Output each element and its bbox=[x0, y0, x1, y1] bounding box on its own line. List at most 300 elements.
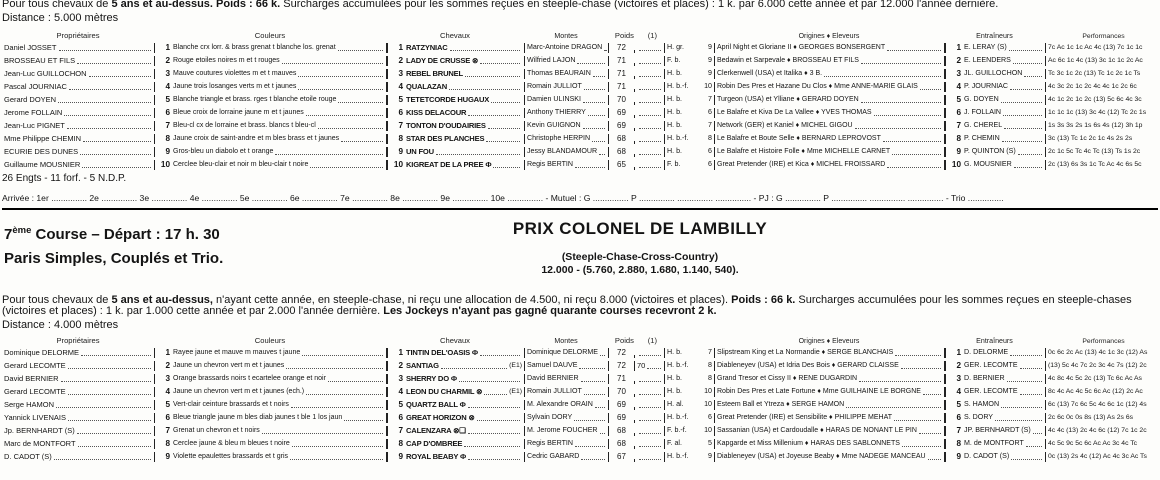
dotted-leader bbox=[464, 446, 520, 447]
origins-breeder: Esteem Ball et Ytreza ♦ SERGE HAMON bbox=[717, 400, 845, 408]
trainer-cell bbox=[944, 69, 1045, 79]
dotted-leader bbox=[919, 433, 941, 434]
dotted-leader bbox=[861, 63, 941, 64]
performance-cell: 4c 8c 4c 5c 2c (13) Tc 6c Ac As bbox=[1045, 374, 1160, 384]
weight2-cell bbox=[634, 128, 664, 131]
table-row bbox=[2, 436, 1158, 449]
trainer-name: P. CHEMIN bbox=[964, 133, 1000, 142]
age: 10 bbox=[704, 386, 712, 395]
sex-coat: H. al. bbox=[667, 399, 684, 408]
horse-number: 5 bbox=[398, 94, 403, 104]
age: 7 bbox=[708, 94, 712, 103]
dotted-leader bbox=[302, 355, 383, 356]
weight-cell: 72 bbox=[608, 361, 634, 371]
weight-cell: 69 bbox=[608, 108, 634, 118]
race2-table-header bbox=[2, 333, 1158, 345]
trainer-name: P. JOURNIAC bbox=[964, 81, 1009, 90]
horse-cell bbox=[386, 43, 524, 53]
dotted-leader bbox=[639, 446, 661, 447]
trainer-name: D. CADOT (S) bbox=[964, 451, 1010, 460]
horse-name: GREAT HORIZON ⊗ bbox=[406, 412, 475, 422]
column-header-colors: Couleurs bbox=[254, 30, 286, 40]
dotted-leader bbox=[639, 407, 661, 408]
trainer-name: S. HAMON bbox=[964, 399, 1000, 408]
trainer-cell bbox=[944, 160, 1045, 170]
origins-cell bbox=[714, 387, 944, 397]
dotted-leader bbox=[581, 381, 605, 382]
sex-age-cell bbox=[664, 452, 714, 462]
column-header-origins: Origines ♦ Eleveurs bbox=[798, 32, 860, 40]
silks-description: Orange brassards noirs t ecartelee orange et noir bbox=[173, 374, 326, 382]
performance-cell: 8c 4c Ac 4c 5c 6c Ac (12) 2c Ac bbox=[1045, 387, 1160, 397]
trainer-name: JP. BERNHARDT (S) bbox=[964, 425, 1031, 434]
dotted-leader bbox=[1001, 102, 1042, 103]
age: 9 bbox=[708, 42, 712, 51]
trainer-number: 9 bbox=[956, 451, 961, 461]
age: 6 bbox=[708, 146, 712, 155]
origins-cell bbox=[714, 56, 944, 66]
dotted-leader bbox=[639, 167, 661, 168]
performance-cell: 6c (13) 7c 6c 5c 4c 6c 1c (12) 4s bbox=[1045, 400, 1160, 410]
trainer-cell bbox=[944, 439, 1045, 449]
owner-cell bbox=[2, 134, 154, 144]
age: 6 bbox=[708, 159, 712, 168]
dotted-leader bbox=[639, 459, 661, 460]
silks-description: Gros-bleu un diabolo et t orange bbox=[173, 147, 274, 155]
sex-coat: H. b. bbox=[667, 347, 682, 356]
owner-name: Gerard LECOMTE bbox=[4, 360, 66, 370]
sex-age-cell bbox=[664, 387, 714, 397]
dotted-leader bbox=[89, 76, 151, 77]
dotted-leader bbox=[275, 154, 383, 155]
horse-number: 4 bbox=[398, 81, 403, 91]
dotted-leader bbox=[282, 63, 383, 64]
performance-cell: 0c (13) 2s 4c (12) Ac 4c 3c Ac Ts bbox=[1045, 452, 1160, 462]
origins-cell bbox=[714, 160, 944, 170]
dotted-leader bbox=[59, 50, 151, 51]
performance-cell: 0c 6c 2c Ac (13) 4c 1c 3c (12) As bbox=[1045, 348, 1160, 358]
performance-cell: 2c 1c 5c Tc 4c Tc (13) Ts 1s 2c bbox=[1045, 147, 1160, 157]
sex-coat: H. b. bbox=[667, 107, 682, 116]
dotted-leader bbox=[292, 446, 383, 447]
silks-description: Blanche crx lorr. & brass grenat t blanche los. grenat bbox=[173, 43, 336, 51]
dotted-leader bbox=[1026, 446, 1042, 447]
trainer-number: 5 bbox=[956, 94, 961, 104]
dotted-leader bbox=[77, 433, 151, 434]
dotted-leader bbox=[493, 167, 520, 168]
trainer-number: 8 bbox=[956, 133, 961, 143]
jockey-cell bbox=[524, 95, 608, 105]
race1-table-header bbox=[2, 28, 1158, 40]
jockey-name: Dominique DELORME bbox=[527, 347, 598, 356]
race2-prize-block bbox=[122, 219, 1158, 276]
trainer-cell bbox=[944, 95, 1045, 105]
trainer-cell bbox=[944, 374, 1045, 384]
jockey-name: Wilfried LAJON bbox=[527, 55, 576, 64]
column-header-colors: Couleurs bbox=[254, 335, 286, 345]
sex-age-cell bbox=[664, 348, 714, 358]
table-row bbox=[2, 118, 1158, 131]
silks-description: Jaune trois losanges verts m et t jaunes bbox=[173, 82, 297, 90]
colors-cell bbox=[154, 348, 386, 358]
owner-name: Jean-Luc GUILLOCHON bbox=[4, 68, 87, 78]
race2-prize-title: PRIX COLONEL DE LAMBILLY bbox=[512, 218, 768, 238]
colors-cell bbox=[154, 121, 386, 131]
horse-name: REBEL BRUNEL bbox=[406, 68, 463, 78]
performance-cell: 7c Ac 1c 1c Ac 4c (13) 7c 1c 1c bbox=[1045, 43, 1160, 53]
runner-number: 3 bbox=[165, 68, 170, 78]
silks-description: Rouge etoiles noires m et t rouges bbox=[173, 56, 280, 64]
race2-conditions bbox=[2, 295, 1158, 318]
origins-cell bbox=[714, 69, 944, 79]
dotted-leader bbox=[855, 128, 941, 129]
weight-note: (1) bbox=[647, 30, 658, 40]
trainer-number: 7 bbox=[956, 120, 961, 130]
origins-breeder: Bedawin et Sarpevale ♦ BROSSEAU ET FILS bbox=[717, 56, 859, 64]
weight-cell: 70 bbox=[608, 95, 634, 105]
dotted-leader bbox=[1024, 76, 1042, 77]
origins-breeder: Clerkenwell (USA) et Italika ♦ 3 B. bbox=[717, 69, 823, 77]
weight-cell: 68 bbox=[608, 134, 634, 144]
jockey-name: David BERNIER bbox=[527, 373, 579, 382]
trainer-cell bbox=[944, 43, 1045, 53]
owner-cell bbox=[2, 69, 154, 79]
race2-bet-types: Paris Simples, Couplés et Trio. bbox=[4, 249, 224, 267]
horse-name: TONTON D'OUDAIRIES bbox=[406, 120, 486, 130]
weight2-cell bbox=[634, 50, 664, 53]
horse-name: RATZYNIAC bbox=[406, 42, 448, 52]
origins-breeder: Robin Des Pres et Hazane Du Clos ♦ Mme ANNE-MARIE GLAIS bbox=[717, 82, 918, 90]
runner-number: 6 bbox=[165, 412, 170, 422]
owner-name: BROSSEAU ET FILS bbox=[4, 55, 76, 65]
table-row bbox=[2, 92, 1158, 105]
table-row bbox=[2, 371, 1158, 384]
dotted-leader bbox=[892, 154, 941, 155]
sex-age-cell bbox=[664, 108, 714, 118]
sex-coat: H. b. bbox=[667, 94, 682, 103]
horse-cell bbox=[386, 95, 524, 105]
runner-number: 2 bbox=[165, 55, 170, 65]
trainer-name: JL. GUILLOCHON bbox=[964, 68, 1023, 77]
horse-name: KIGREAT DE LA PREE Φ bbox=[406, 159, 492, 169]
horse-cell bbox=[386, 56, 524, 66]
jockey-name: Jessy BLANDAMOUR bbox=[527, 146, 598, 155]
horse-number: 8 bbox=[398, 133, 403, 143]
jockey-name: Anthony THIERRY bbox=[527, 107, 586, 116]
jockey-name: M. Alexandre ORAIN bbox=[527, 399, 593, 408]
dotted-leader bbox=[639, 102, 661, 103]
dotted-leader bbox=[923, 394, 941, 395]
weight2-cell bbox=[634, 154, 664, 157]
origins-cell bbox=[714, 413, 944, 423]
weight2-cell bbox=[634, 63, 664, 66]
silks-description: Jaune un chevron vert m et t jaunes bbox=[173, 361, 285, 369]
jockey-cell bbox=[524, 43, 608, 53]
dotted-leader bbox=[600, 355, 605, 356]
jockey-name: Thomas BEAURAIN bbox=[527, 68, 591, 77]
horse-cell bbox=[386, 374, 524, 384]
horse-name: QUARTZ BALL Φ bbox=[406, 399, 466, 409]
race1-conditions-bold: 5 ans et au-dessus. Poids : 66 k. bbox=[111, 0, 281, 10]
silks-description: Violette epaulettes brassards et t gris bbox=[173, 452, 289, 460]
jockey-cell bbox=[524, 147, 608, 157]
jockey-cell bbox=[524, 374, 608, 384]
horse-name: LEON DU CHARMIL ⊗ bbox=[406, 386, 483, 396]
sex-coat: H. b. bbox=[667, 68, 682, 77]
weight-cell: 69 bbox=[608, 400, 634, 410]
dotted-leader bbox=[449, 89, 520, 90]
dotted-leader bbox=[1020, 394, 1042, 395]
silks-description: Rayee jaune et mauve m mauves t jaune bbox=[173, 348, 301, 356]
sex-coat: F. b. bbox=[667, 55, 681, 64]
jockey-name: Marc-Antoine DRAGON bbox=[527, 42, 603, 51]
dotted-leader bbox=[584, 394, 605, 395]
dotted-leader bbox=[477, 420, 520, 421]
dotted-leader bbox=[1020, 368, 1042, 369]
weight-cell: 69 bbox=[608, 121, 634, 131]
trainer-name: S. DORY bbox=[964, 412, 994, 421]
runner-number: 2 bbox=[165, 360, 170, 370]
weight2-cell bbox=[634, 459, 664, 462]
runner-number: 5 bbox=[165, 399, 170, 409]
dotted-leader bbox=[484, 394, 507, 395]
owner-cell bbox=[2, 348, 154, 358]
jockey-cell bbox=[524, 108, 608, 118]
dotted-leader bbox=[1003, 115, 1042, 116]
horse-name: CALENZARA ⊗❏ bbox=[406, 425, 466, 435]
horse-name: ROYAL BEABY Φ bbox=[406, 451, 467, 461]
origins-cell bbox=[714, 134, 944, 144]
origins-breeder: Great Pretender (IRE) et Kica ♦ MICHEL FROISSARD bbox=[717, 160, 886, 168]
horse-number: 10 bbox=[393, 159, 403, 169]
dotted-leader bbox=[338, 50, 383, 51]
dotted-leader bbox=[577, 63, 605, 64]
origins-breeder: Great Pretender (IRE) et Sensibilite ♦ PHILIPPE MEHAT bbox=[717, 413, 893, 421]
horse-number: 7 bbox=[398, 120, 403, 130]
dotted-leader bbox=[290, 459, 383, 460]
dotted-leader bbox=[81, 355, 151, 356]
runner-number: 10 bbox=[160, 159, 170, 169]
race1-arrival-line: Arrivée : 1er ............... 2e ............... 3e ............... 4e ............... 5e ............... 6e ............... 7e ............... 8e ............... 9e ............... 10e ............... - Mutuel : G ............... P ............... ............... ............... - PJ : G ............... P ............... ............... ............... - Trio ............... bbox=[2, 192, 1004, 203]
dotted-leader bbox=[592, 141, 605, 142]
trainer-number: 2 bbox=[956, 360, 961, 370]
colors-cell bbox=[154, 439, 386, 449]
owner-cell bbox=[2, 121, 154, 131]
colors-cell bbox=[154, 134, 386, 144]
trainer-cell bbox=[944, 82, 1045, 92]
column-header-horses: Chevaux bbox=[440, 335, 470, 345]
dotted-leader bbox=[639, 394, 661, 395]
trainer-name: J. FOLLAIN bbox=[964, 107, 1002, 116]
weight2-cell bbox=[634, 407, 664, 410]
jockey-name: Romain JULLIOT bbox=[527, 81, 582, 90]
trainer-number: 8 bbox=[956, 438, 961, 448]
horse-cell bbox=[386, 348, 524, 358]
dotted-leader bbox=[639, 355, 661, 356]
sex-coat: H. b. bbox=[667, 120, 682, 129]
table-row bbox=[2, 157, 1158, 170]
runner-number: 9 bbox=[165, 146, 170, 156]
trainer-cell bbox=[944, 452, 1045, 462]
origins-breeder: April Night et Gloriane II ♦ GEORGES BONSERGENT bbox=[717, 43, 886, 51]
owner-name: Pascal JOURNIAC bbox=[4, 81, 67, 91]
silks-description: Cerclee jaune & bleu m bleues t noire bbox=[173, 439, 290, 447]
age: 8 bbox=[708, 133, 712, 142]
dotted-leader bbox=[639, 433, 661, 434]
owner-cell bbox=[2, 387, 154, 397]
origins-cell bbox=[714, 121, 944, 131]
horse-number: 7 bbox=[398, 425, 403, 435]
dotted-leader bbox=[583, 128, 605, 129]
trainer-name: G. DOYEN bbox=[964, 94, 999, 103]
dotted-leader bbox=[894, 420, 941, 421]
jockey-cell bbox=[524, 426, 608, 436]
age: 10 bbox=[704, 81, 712, 90]
dotted-leader bbox=[488, 128, 520, 129]
column-header-jockeys: Montes bbox=[554, 31, 578, 40]
jockey-name: Cedric GABARD bbox=[527, 451, 580, 460]
colors-cell bbox=[154, 160, 386, 170]
colors-cell bbox=[154, 374, 386, 384]
performance-cell: 2c 6c 0c 0s 8s (13) As 2s 6s bbox=[1045, 413, 1160, 423]
colors-cell bbox=[154, 387, 386, 397]
table-row bbox=[2, 53, 1158, 66]
age: 9 bbox=[708, 55, 712, 64]
race2-header bbox=[2, 217, 1158, 293]
owner-cell bbox=[2, 374, 154, 384]
dotted-leader bbox=[441, 368, 507, 369]
sex-age-cell bbox=[664, 361, 714, 371]
sex-coat: H. gr. bbox=[667, 42, 684, 51]
age: 10 bbox=[704, 399, 712, 408]
weight-cell: 72 bbox=[608, 43, 634, 53]
sex-age-cell bbox=[664, 56, 714, 66]
performance-cell: (13) 5c 4c 7c 2c 3c 4c 7s (12) 2c bbox=[1045, 361, 1160, 371]
weight2-cell bbox=[634, 394, 664, 397]
owner-cell bbox=[2, 95, 154, 105]
race2-conditions-bold2: Poids : 66 k. bbox=[731, 293, 796, 306]
weight-cell: 71 bbox=[608, 374, 634, 384]
origins-breeder: Network (GER) et Kaniel ♦ MICHEL GIGOU bbox=[717, 121, 853, 129]
dotted-leader bbox=[593, 76, 605, 77]
horse-number: 4 bbox=[398, 386, 403, 396]
dotted-leader bbox=[468, 433, 520, 434]
dotted-leader bbox=[887, 167, 941, 168]
jockey-cell bbox=[524, 400, 608, 410]
owner-cell bbox=[2, 439, 154, 449]
horse-cell bbox=[386, 82, 524, 92]
trainer-number: 6 bbox=[956, 107, 961, 117]
dotted-leader bbox=[1033, 433, 1042, 434]
owner-name: Gerard DOYEN bbox=[4, 94, 57, 104]
race2-distance: Distance : 4.000 mètres bbox=[2, 318, 119, 331]
colors-cell bbox=[154, 82, 386, 92]
trainer-number: 7 bbox=[956, 425, 961, 435]
weight2-cell bbox=[634, 89, 664, 92]
jockey-cell bbox=[524, 134, 608, 144]
trainer-number: 1 bbox=[956, 42, 961, 52]
dotted-leader bbox=[468, 459, 520, 460]
weight-cell: 71 bbox=[608, 56, 634, 66]
silks-description: Blanche triangle et brass. rges t blanche etoile rouge bbox=[173, 95, 337, 103]
performance-cell: 2c (13) 6s 3s 1c Tc Ac 4c 6s 5c bbox=[1045, 160, 1160, 170]
weight-cell: 72 bbox=[608, 348, 634, 358]
dotted-leader bbox=[639, 381, 661, 382]
dotted-leader bbox=[80, 154, 151, 155]
dotted-leader bbox=[298, 76, 383, 77]
silks-description: Bleue croix de lorraine jaune m et t jaunes bbox=[173, 108, 304, 116]
origins-cell bbox=[714, 361, 944, 371]
trainer-name: D. BERNIER bbox=[964, 373, 1005, 382]
performance-cell: Ac 6c 1c 4c (13) 3c 1c 1c 2c Ac bbox=[1045, 56, 1160, 66]
owner-name: D. CADOT (S) bbox=[4, 451, 52, 461]
race2-conditions-bold1: 5 ans et au-dessus, bbox=[111, 293, 213, 306]
owner-cell bbox=[2, 361, 154, 371]
weight2-cell bbox=[634, 76, 664, 79]
dotted-leader bbox=[639, 141, 661, 142]
jockey-cell bbox=[524, 56, 608, 66]
silks-description: Vert-clair ceinture brassards et t noirs bbox=[173, 400, 289, 408]
sex-coat: F. b. bbox=[667, 159, 681, 168]
owner-cell bbox=[2, 426, 154, 436]
runner-number: 9 bbox=[165, 451, 170, 461]
jockey-name: M. Jerome FOUCHER bbox=[527, 425, 598, 434]
runner-number: 4 bbox=[165, 81, 170, 91]
course-ordinal: ème bbox=[12, 224, 32, 236]
dotted-leader bbox=[588, 115, 605, 116]
sex-age-cell bbox=[664, 439, 714, 449]
trainer-cell bbox=[944, 361, 1045, 371]
trainer-name: GER. LECOMTE bbox=[964, 386, 1018, 395]
column-header-weight bbox=[608, 336, 664, 345]
race1-conditions-text2: Surcharges accumulées pour les sommes reçues en steeple-chase (victoires et places) : 1 k. par 6.000 cette année et par 12.000 l'année dernière. bbox=[280, 0, 999, 10]
origins-cell bbox=[714, 43, 944, 53]
dotted-leader bbox=[902, 446, 941, 447]
horse-cell bbox=[386, 160, 524, 170]
dotted-leader bbox=[859, 381, 941, 382]
table-row bbox=[2, 358, 1158, 371]
age: 9 bbox=[708, 68, 712, 77]
trainer-name: E. LEENDERS bbox=[964, 55, 1011, 64]
age: 8 bbox=[708, 360, 712, 369]
dotted-leader bbox=[1004, 128, 1042, 129]
horse-cell bbox=[386, 121, 524, 131]
trainer-cell bbox=[944, 348, 1045, 358]
owner-name: ECURIE DES DUNES bbox=[4, 146, 79, 156]
dotted-leader bbox=[639, 89, 661, 90]
runner-number: 7 bbox=[165, 425, 170, 435]
dotted-leader bbox=[491, 102, 520, 103]
weight2-cell bbox=[634, 361, 664, 371]
race1-distance: Distance : 5.000 mètres bbox=[2, 11, 119, 24]
dotted-leader bbox=[68, 368, 151, 369]
column-header-weight bbox=[608, 31, 664, 40]
dotted-leader bbox=[344, 420, 383, 421]
owner-cell bbox=[2, 160, 154, 170]
colors-cell bbox=[154, 69, 386, 79]
origins-breeder: Diableneyev (USA) et Idria Des Bois ♦ GERARD CLAISSE bbox=[717, 361, 899, 369]
weight2-cell bbox=[634, 141, 664, 144]
silks-description: Jaune un chevron vert m et t jaunes (ech.) bbox=[173, 387, 305, 395]
dotted-leader bbox=[318, 128, 383, 129]
column-header-trainers: Entraîneurs bbox=[976, 31, 1013, 40]
entry-tag: (E1) bbox=[509, 387, 522, 395]
owner-cell bbox=[2, 56, 154, 66]
origins-cell bbox=[714, 426, 944, 436]
sex-coat: H. b. bbox=[667, 373, 682, 382]
trainer-cell bbox=[944, 134, 1045, 144]
sex-age-cell bbox=[664, 160, 714, 170]
